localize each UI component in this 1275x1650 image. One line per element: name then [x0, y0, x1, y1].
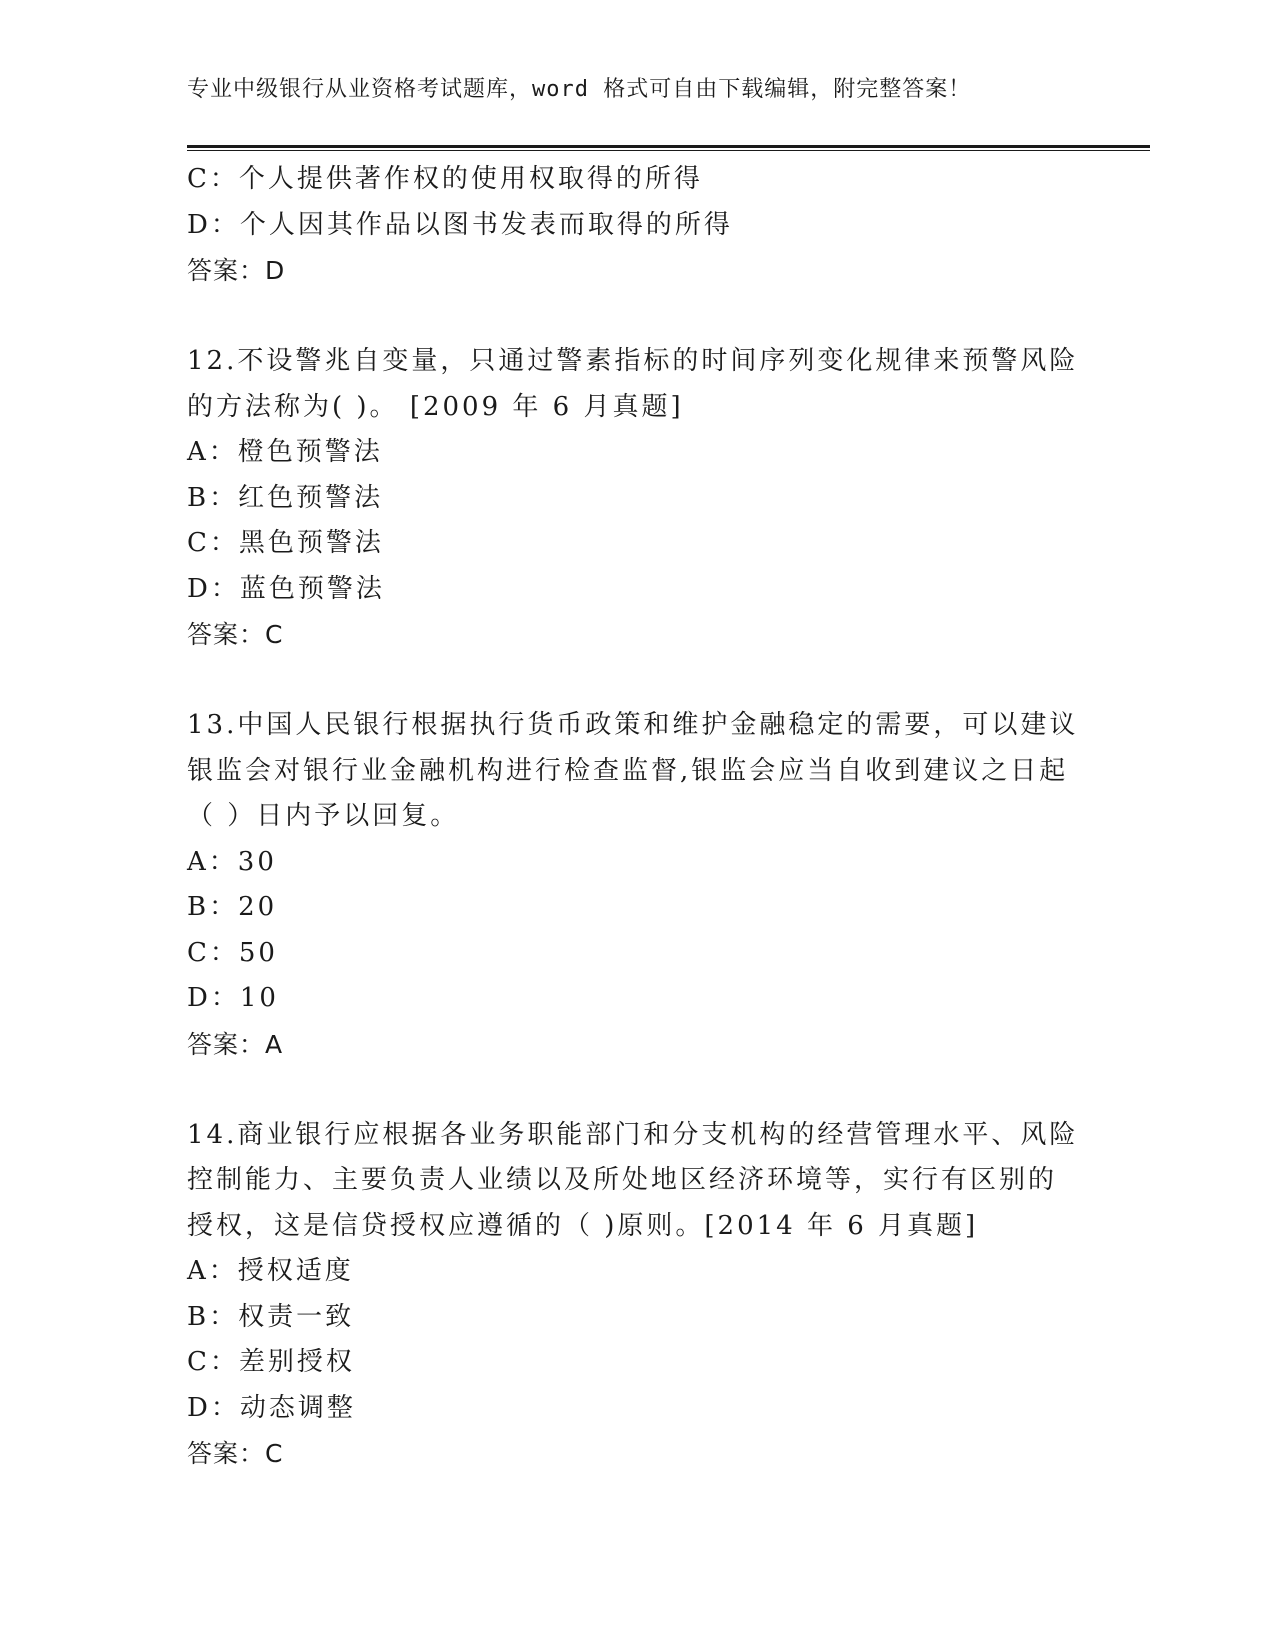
option-d: D：动态调整 [187, 1392, 356, 1423]
question-13 [187, 703, 1087, 1067]
option-c: C：差别授权 [187, 1347, 355, 1377]
question-stem-line: 的方法称为( )。 [2009 年 6 月真题] [187, 391, 684, 422]
option-a: A：授权适度 [187, 1256, 354, 1286]
header-divider-thin [187, 150, 1150, 151]
option-a: A：30 [187, 846, 277, 877]
question-14 [187, 1113, 1087, 1477]
question-stem-line: 12.不设警兆自变量，只通过警素指标的时间序列变化规律来预警风险 [187, 346, 1079, 376]
option-d: D：10 [187, 983, 279, 1013]
question-stem-line: （ ）日内予以回复。 [187, 801, 460, 831]
option-d: D：蓝色预警法 [187, 573, 385, 604]
answer-line: 答案：D [187, 256, 286, 285]
question-stem-line: 授权，这是信贷授权应遵循的（ )原则。[2014 年 6 月真题] [187, 1210, 979, 1241]
question-stem-line: 14.商业银行应根据各业务职能部门和分支机构的经营管理水平、风险 [187, 1119, 1079, 1150]
question-stem-line: 银监会对银行业金融机构进行检查监督,银监会应当自收到建议之日起 [187, 755, 1069, 786]
spacer [187, 294, 1087, 340]
option-a: A：橙色预警法 [187, 437, 383, 467]
question-stem-line: 13.中国人民银行根据执行货币政策和维护金融稳定的需要，可以建议 [187, 710, 1079, 740]
option-b: B：20 [187, 892, 278, 922]
question-list [187, 157, 1087, 1477]
spacer [187, 658, 1087, 704]
option-b: B：权责一致 [187, 1301, 355, 1332]
header-divider-thick [187, 145, 1150, 148]
answer-line: 答案：C [187, 1439, 284, 1468]
answer-line: 答案：C [187, 620, 284, 649]
option-c: C：50 [187, 937, 278, 968]
question-11 [187, 157, 1087, 294]
option-d: D：个人因其作品以图书发表而取得的所得 [187, 209, 733, 240]
question-stem-line: 控制能力、主要负责人业绩以及所处地区经济环境等，实行有区别的 [187, 1165, 1058, 1195]
option-b: B：红色预警法 [187, 482, 384, 513]
answer-line: 答案：A [187, 1029, 284, 1059]
spacer [187, 1067, 1087, 1113]
page-header: 专业中级银行从业资格考试题库，word 格式可自由下载编辑，附完整答案！ [187, 77, 972, 102]
option-c: C：个人提供著作权的使用权取得的所得 [187, 164, 703, 194]
question-12 [187, 339, 1087, 658]
option-c: C：黑色预警法 [187, 528, 384, 558]
